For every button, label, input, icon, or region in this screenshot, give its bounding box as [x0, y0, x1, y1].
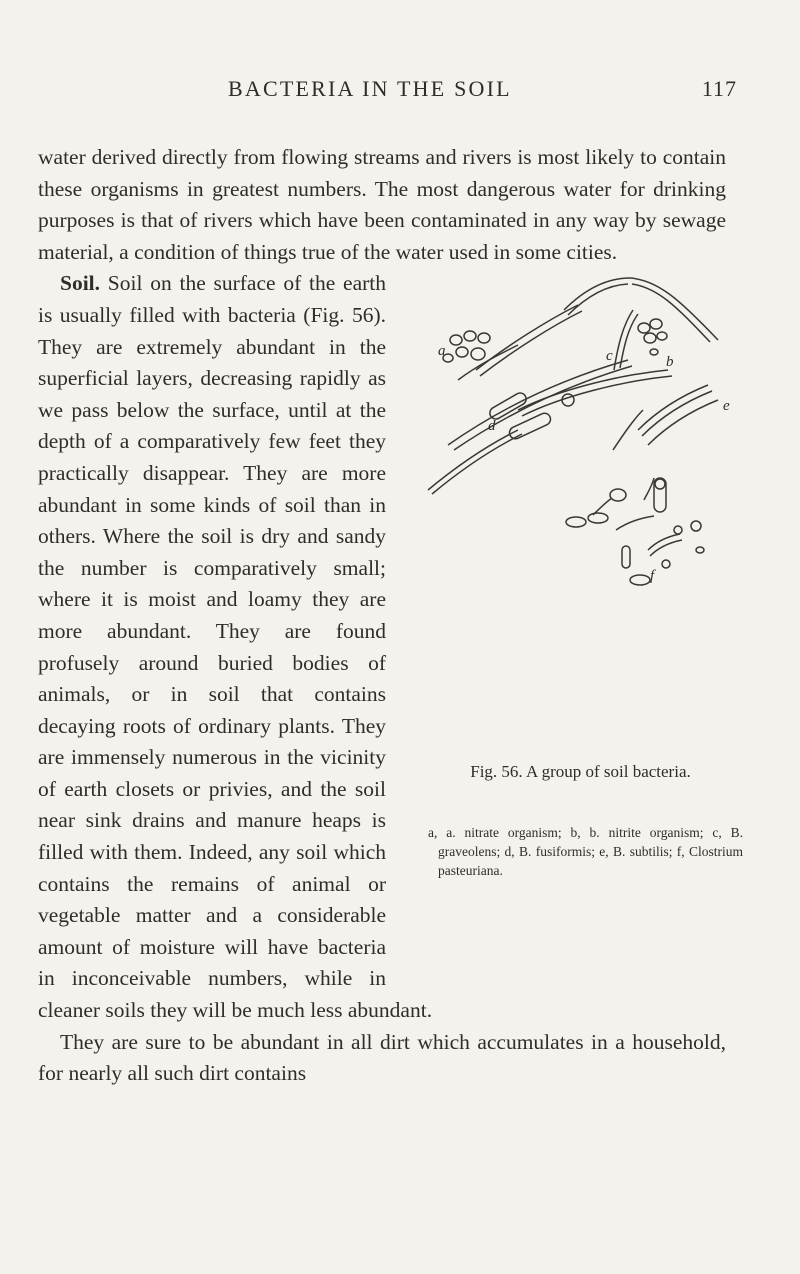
label-e: e [723, 398, 730, 414]
figure-legend: a, a. nitrate organism; b, b. nitrite organism; c, B. graveolens; d, B. fusiformis; e, B. subtilis; f, Clostrium pasteuriana. [428, 825, 743, 878]
section-heading-soil: Soil. [60, 271, 101, 296]
bacteria-illustration [418, 250, 748, 760]
label-c: c [606, 348, 613, 364]
paragraph-soil-text: Soil on the surface of the earth is usually filled with bacteria (Fig. 56). They are extremely abundant in the superficial layers, decreasing rapidly as we pass below the surface, until at the depth of a comparatively few feet they practically disappear. They are more abundant in some kinds of soil than in others. Where the soil is dry and sandy the number is comparatively small; where it is moist and loamy they are more abundant. They are found profusely around buried bodies of animals, or in soil that contains decaying roots of ordinary plants. They are immensely numerous in the vicinity of earth closets or privies, and the soil near sink drains and manure heaps is filled with them. Indeed, any soil which contains the remains of animal or vegetable matter and a considerable amount of moisture will have bacteria in inconceivable numbers, while in cleaner soils they will be much less abundant. [38, 271, 433, 1023]
paragraph-household: They are sure to be abundant in all dirt which accumulates in a household, for nearly all such dirt contains [38, 1029, 726, 1086]
running-head [0, 76, 800, 106]
figure-caption: Fig. 56. A group of soil bacteria. [470, 762, 691, 781]
label-a-upper: a [438, 343, 446, 359]
figure-soil-bacteria [418, 250, 748, 780]
label-b: b [666, 354, 674, 370]
label-d: d [488, 418, 496, 434]
running-title: BACTERIA IN THE SOIL [228, 76, 512, 101]
paragraph-water: water derived directly from flowing streams and rivers is most likely to contain these organisms in greatest numbers. The most dangerous water for drinking purposes is that of rivers which have been contaminated in any way by sewage material, a condition of things true of the water used in some cities. [38, 145, 726, 264]
label-f: f [650, 568, 655, 584]
page-number: 117 [701, 76, 737, 101]
